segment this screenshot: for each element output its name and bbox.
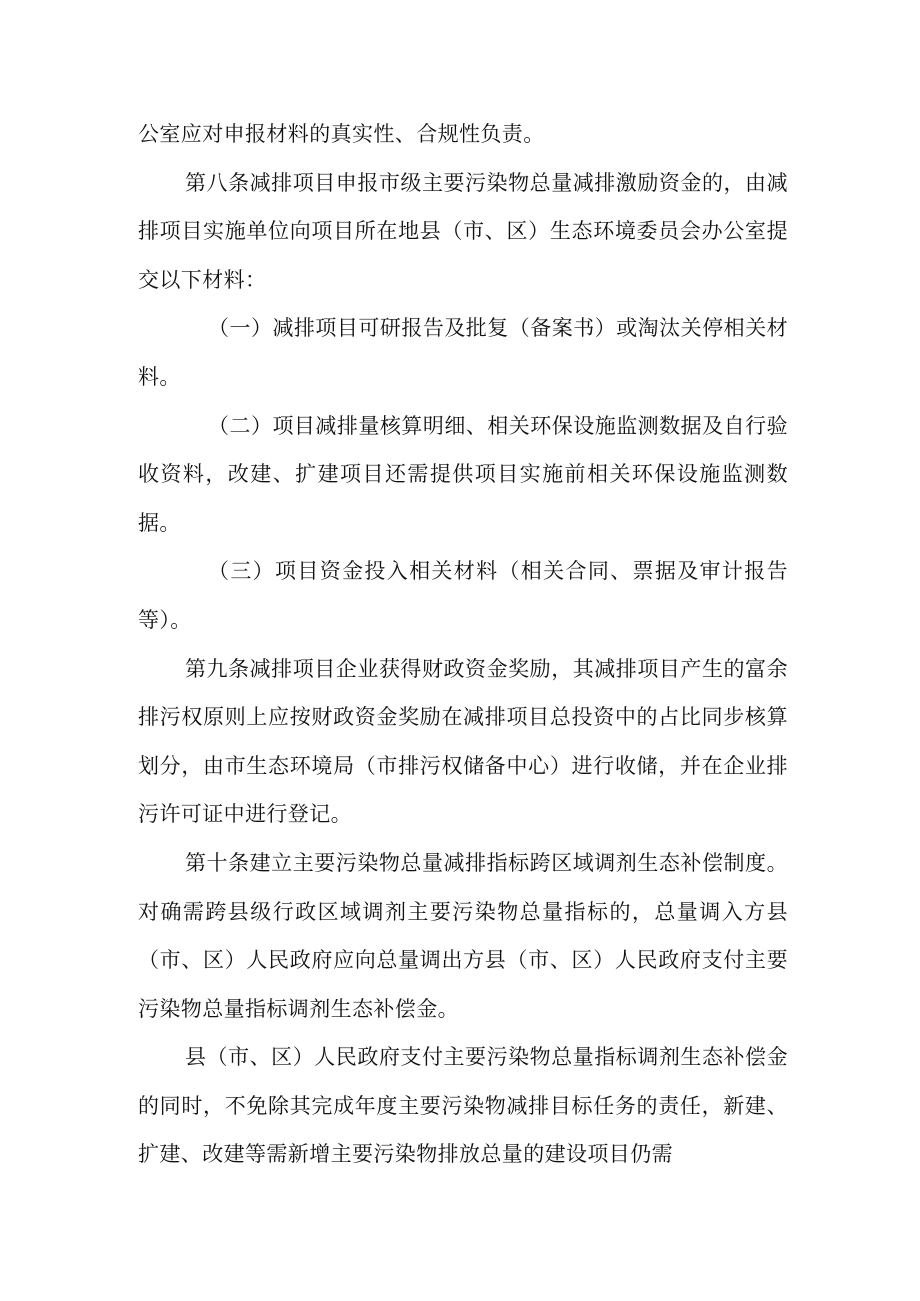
document-body [138,110,788,1179]
paragraph-item-1: （一）减排项目可研报告及批复（备案书）或淘汰关停相关材料。 [138,316,788,389]
paragraph-item-3: （三）项目资金投入相关材料（相关合同、票据及审计报告等）。 [138,559,788,632]
paragraph-article-9: 第九条减排项目企业获得财政资金奖励，其减排项目产生的富余排污权原则上应按财政资金奖励在减排项目总投资中的占比同步核算划分，由市生态环境局（市排污权储备中心）进行收储，并在企业排污许可证中进行登记。 [138,656,788,827]
paragraph-item-2: （二）项目减排量核算明细、相关环保设施监测数据及自行验收资料，改建、扩建项目还需提供项目实施前相关环保设施监测数据。 [138,413,788,535]
paragraph-article-10: 第十条建立主要污染物总量减排指标跨区域调剂生态补偿制度。对确需跨县级行政区域调剂主要污染物总量指标的，总量调入方县（市、区）人民政府应向总量调出方县（市、区）人民政府支付主要污染物总量指标调剂生态补偿金。 [138,850,788,1021]
paragraph-continuation: 公室应对申报材料的真实性、合规性负责。 [138,122,545,146]
paragraph-article-8: 第八条减排项目申报市级主要污染物总量减排激励资金的，由减排项目实施单位向项目所在地县（市、区）生态环境委员会办公室提交以下材料： [138,170,788,292]
paragraph-compensation: 县（市、区）人民政府支付主要污染物总量指标调剂生态补偿金的同时，不免除其完成年度主要污染物减排目标任务的责任，新建、扩建、改建等需新增主要污染物排放总量的建设项目仍需 [138,1045,788,1167]
